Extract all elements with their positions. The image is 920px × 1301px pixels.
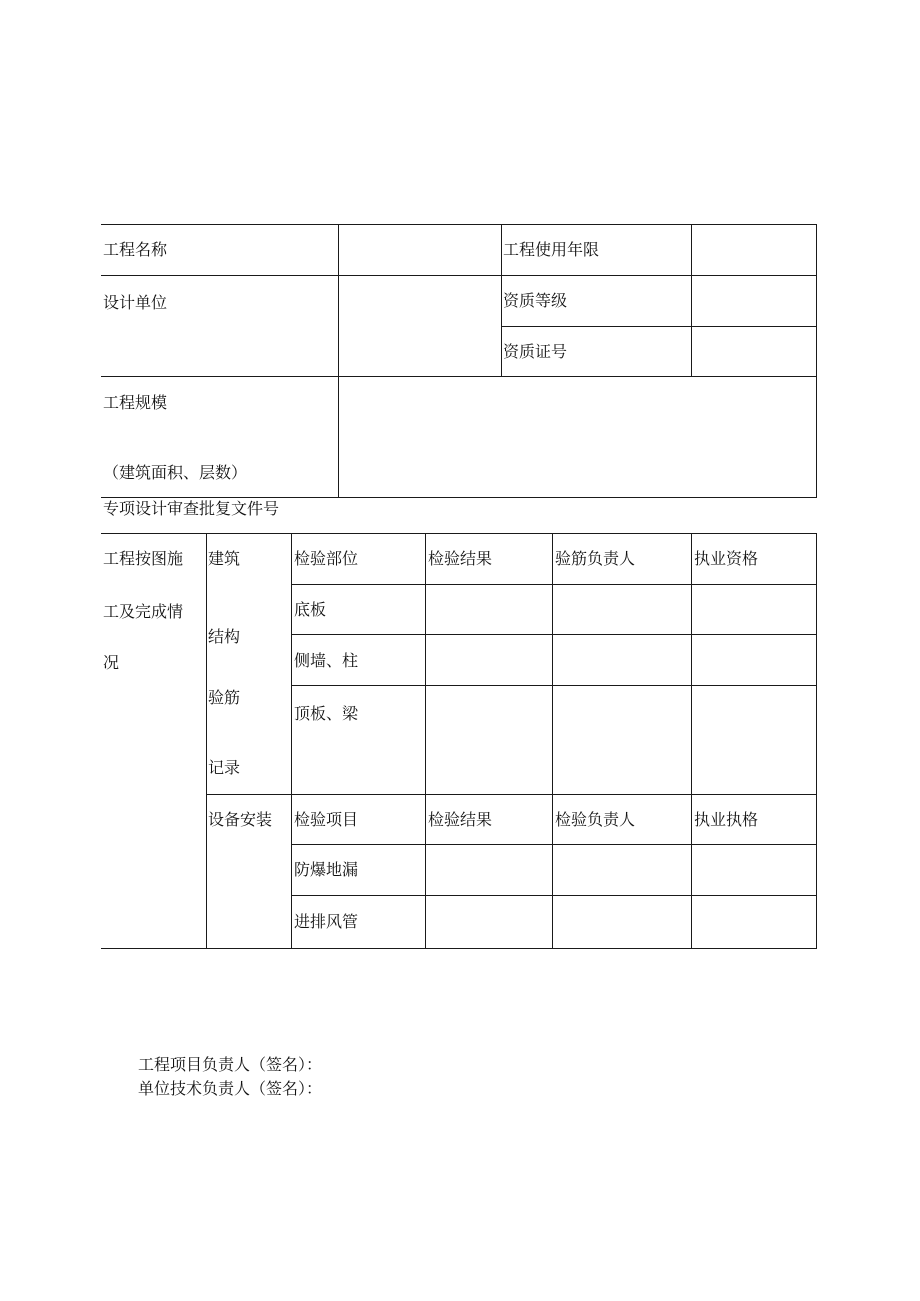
rebar-label-line1: 建筑 bbox=[208, 549, 241, 568]
equipment-header-item: 检验项目 bbox=[294, 810, 359, 829]
grid-line bbox=[291, 895, 817, 896]
grid-line bbox=[691, 533, 692, 948]
grid-line bbox=[501, 224, 502, 376]
equipment-header-qualification: 执业执格 bbox=[694, 810, 759, 829]
construction-label-line2: 工及完成情 bbox=[103, 602, 184, 621]
grid-line bbox=[816, 533, 817, 948]
grid-line bbox=[425, 533, 426, 948]
rebar-header-responsible: 验筋负责人 bbox=[555, 549, 636, 568]
qualification-grade-label: 资质等级 bbox=[503, 291, 568, 310]
design-unit-label: 设计单位 bbox=[103, 293, 168, 312]
grid-line bbox=[291, 685, 817, 686]
rebar-label-line3: 验筋 bbox=[208, 688, 241, 707]
rebar-header-qualification: 执业资格 bbox=[694, 549, 759, 568]
grid-line bbox=[101, 948, 817, 949]
rebar-header-result: 检验结果 bbox=[428, 549, 493, 568]
grid-line bbox=[291, 634, 817, 635]
grid-line bbox=[101, 533, 817, 534]
equipment-row-air-duct: 进排风管 bbox=[294, 912, 359, 931]
equipment-header-result: 检验结果 bbox=[428, 810, 493, 829]
grid-line bbox=[501, 326, 817, 327]
project-scale-label: 工程规模 bbox=[103, 393, 168, 412]
project-scale-note: （建筑面积、层数） bbox=[103, 463, 248, 482]
grid-line bbox=[101, 224, 817, 225]
project-name-label: 工程名称 bbox=[103, 240, 168, 259]
grid-line bbox=[291, 533, 292, 948]
service-life-label: 工程使用年限 bbox=[503, 240, 600, 259]
qualification-cert-label: 资质证号 bbox=[503, 342, 568, 361]
grid-line bbox=[206, 794, 817, 795]
grid-line bbox=[291, 584, 817, 585]
rebar-label-line4: 记录 bbox=[208, 758, 241, 777]
construction-label-line1: 工程按图施 bbox=[103, 549, 184, 568]
rebar-row-walls-columns: 侧墙、柱 bbox=[294, 651, 359, 670]
grid-line bbox=[291, 844, 817, 845]
grid-line bbox=[101, 497, 817, 498]
rebar-label-line2: 结构 bbox=[208, 627, 241, 646]
equipment-header-responsible: 检验负责人 bbox=[555, 810, 636, 829]
equipment-label: 设备安装 bbox=[208, 810, 273, 829]
grid-line bbox=[552, 533, 553, 948]
rebar-row-floor-slab: 底板 bbox=[294, 600, 327, 619]
grid-line bbox=[206, 533, 207, 948]
grid-line bbox=[101, 275, 817, 276]
rebar-row-roof-beams: 顶板、梁 bbox=[294, 704, 359, 723]
equipment-row-floor-drain: 防爆地漏 bbox=[294, 860, 359, 879]
construction-label-line3: 况 bbox=[103, 653, 120, 672]
grid-line bbox=[691, 224, 692, 376]
technical-leader-signature-label: 单位技术负责人（签名）： bbox=[138, 1079, 323, 1098]
grid-line bbox=[816, 224, 817, 497]
grid-line bbox=[101, 376, 817, 377]
approval-doc-label: 专项设计审查批复文件号 bbox=[103, 499, 280, 518]
grid-line bbox=[338, 224, 339, 497]
rebar-header-location: 检验部位 bbox=[294, 549, 359, 568]
project-leader-signature-label: 工程项目负责人（签名）： bbox=[138, 1055, 323, 1074]
